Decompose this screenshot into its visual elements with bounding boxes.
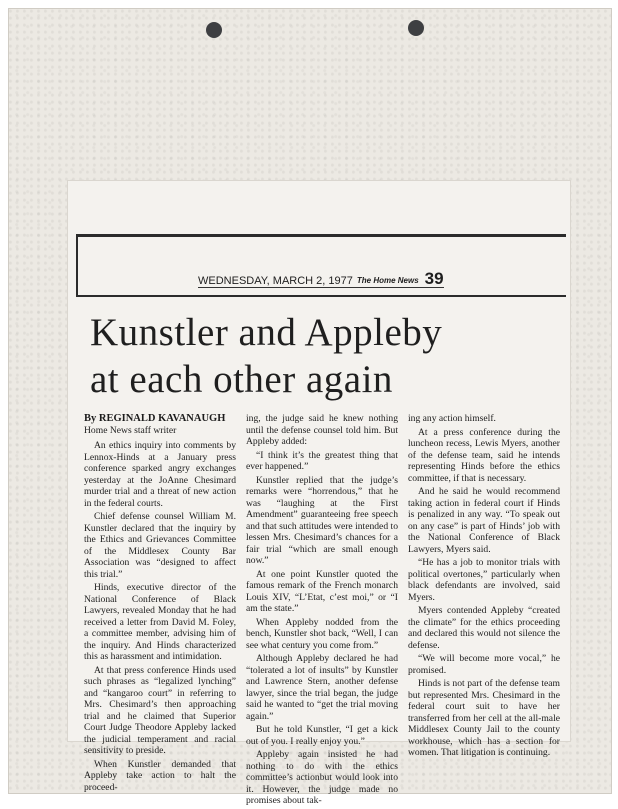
paragraph: “We will become more vocal,” he promised. [408, 653, 560, 676]
paragraph: And he said he would recommend taking action in federal court if Hinds is penalized in any way. “To speak out on any case” is part of Hinds’ job with the National Conference of Black Lawyers, Myers said. [408, 486, 560, 555]
newspaper-clipping [67, 180, 571, 806]
page-number: 39 [424, 269, 444, 288]
binder-hole-right [408, 20, 424, 36]
dateline [198, 265, 444, 288]
paragraph: Myers contended Appleby “created the climate” for the ethics proceeding and declared this would not silence the defense. [408, 605, 560, 651]
paragraph: Chief defense counsel William M. Kunstler declared that the inquiry by the Ethics and Grievances Committee of the Middlesex County Bar Association was “designed to affect this trial.” [84, 511, 236, 580]
paragraph: “He has a job to monitor trials with political overtones,” particularly when black defendants are involved, said Myers. [408, 557, 560, 603]
byline: By REGINALD KAVANAUGH [84, 413, 226, 424]
article-column-1 [84, 413, 236, 809]
paragraph: When Appleby nodded from the bench, Kunstler shot back, “Well, I can see what century you come from.” [246, 616, 398, 651]
paragraph: “I think it’s the greatest thing that ever happened.” [246, 449, 398, 472]
article-body [84, 413, 560, 809]
paragraph: Hinds, executive director of the National Conference of Black Lawyers, revealed Monday that he had received a letter from David M. Foley, a committee member, advising him of the inquiry. And Hinds characterized this as harassment and intimidation. [84, 582, 236, 662]
masthead-logo: The Home News [356, 276, 419, 285]
paragraph: At that press conference Hinds used such phrases as “legalized lynching” and “kangaroo court” in referring to Mrs. Chesimard’s then approaching trial and he claimed that Superior Court Judge Theodore Appleby lacked the judicial temperament and racial sensitivity to preside. [84, 664, 236, 756]
paragraph: An ethics inquiry into comments by Lennox-Hinds at a January press conference sparked angry exchanges yesterday at the JoAnne Chesimard murder trial and a threat of new action in the federal courts. [84, 440, 236, 509]
paragraph: At one point Kunstler quoted the famous remark of the French monarch Louis XIV, “L’Etat, c’est moi,” or “I am the state.” [246, 568, 398, 614]
binder-hole-left [206, 22, 222, 38]
dateline-date: WEDNESDAY, MARCH 2, 1977 [198, 275, 353, 287]
article-column-2 [246, 413, 398, 809]
paragraph: At a press conference during the luncheon recess, Lewis Myers, another of the defense team, said he intends representing Hinds before the ethics committee, if that is necessary. [408, 426, 560, 484]
paragraph: But he told Kunstler, “I get a kick out of you. I really enjoy you.” [246, 724, 398, 747]
headline [90, 309, 560, 403]
paragraph: ing, the judge said he knew nothing until the defense counsel told him. But Appleby added: [246, 413, 398, 447]
paragraph: When Kunstler demanded that Appleby take action to halt the proceed- [84, 758, 236, 793]
paragraph: Hinds is not part of the defense team but represented Mrs. Chesimard in the federal court suit to have her transferred from her cell at the all-male Middlesex County Jail to the county workhouse, which has a section for women. That litigation is continuing. [408, 678, 560, 758]
paragraph: ing any action himself. [408, 413, 496, 424]
article-column-3 [408, 413, 560, 809]
paragraph: Kunstler replied that the judge’s remarks were “horrendous,” that he was “laughing at the First Amendment” guaranteeing free speech and that such attitudes were intended to lessen Mrs. Chesimard’s chances for a fair trial “which are small enough now.” [246, 474, 398, 566]
paragraph: Although Appleby declared he had “tolerated a lot of insults” by Kunstler and Lawrence Stern, another defense lawyer, since the trial began, the judge said he wanted to “get the trial moving again.” [246, 653, 398, 722]
headline-line-2: at each other again [90, 358, 393, 401]
paragraph: Appleby again insisted he had nothing to do with the ethics committee’s actionbut would look into it. However, the judge made no promises about tak- [246, 749, 398, 806]
headline-line-1: Kunstler and Appleby [90, 311, 443, 354]
byline-role: Home News staff writer [84, 424, 177, 436]
